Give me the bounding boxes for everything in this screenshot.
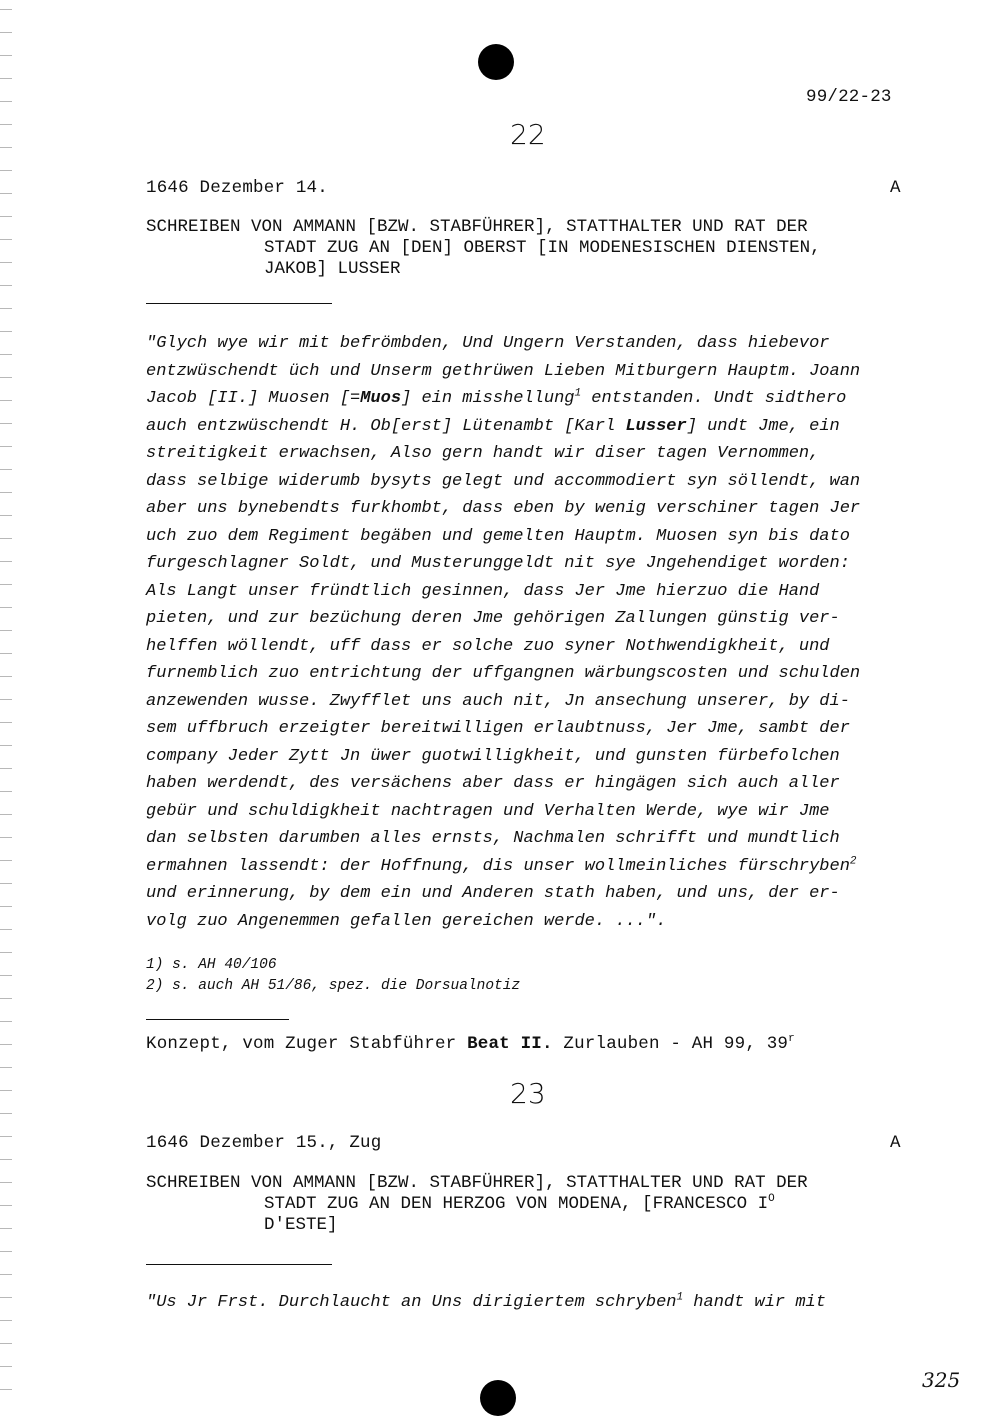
doc22-body-line: streitigkeit erwachsen, Also gern handt wir diser tagen Vernommen,	[146, 444, 820, 463]
doc23-title	[146, 1173, 808, 1236]
doc22-body-line: furgeschlagner Soldt, und Musterunggeldt nit sye Jngehendiget worden:	[146, 554, 850, 573]
doc23-letter: A	[890, 1133, 901, 1153]
doc22-body-line: ermahnen lassendt: der Hoffnung, dis unser wollmeinliches fürschryben$^2$	[146, 854, 857, 876]
punch-hole-top	[478, 44, 514, 80]
handwritten-folio-note: 325	[922, 1368, 961, 1392]
doc22-source-note: Konzept, vom Zuger Stabführer Beat II. Zurlauben - AH 99, 39$^r$	[146, 1033, 795, 1054]
doc23-title-line: STADT ZUG AN DEN HERZOG VON MODENA, [FRANCESCO $I^O$	[264, 1193, 775, 1214]
doc22-title-line: STADT ZUG AN [DEN] OBERST [IN MODENESISCHEN DIENSTEN,	[264, 238, 821, 258]
doc22-body-line: und erinnerung, by dem ein und Anderen stath haben, und uns, der er-	[146, 884, 840, 903]
footnote: 1) s. AH 40/106	[146, 957, 277, 973]
doc22-body-line: "Glych wye wir mit befrömbden, Und Ungern Verstanden, dass hiebevor	[146, 334, 830, 353]
doc22-body-line: volg zuo Angenemmen gefallen gereichen werde. ...".	[146, 911, 667, 931]
doc22-body-line: company Jeder Zytt Jn üwer guotwilligkheit, und gunsten fürbefolchen	[146, 746, 840, 766]
doc23-body-line: "Us Jr Frst. Durchlaucht an Uns dirigiertem schryben$^1$ handt wir mit	[146, 1291, 826, 1312]
doc23-date: 1646 Dezember 15., Zug	[146, 1133, 382, 1153]
doc22-body	[146, 330, 906, 935]
doc22-title	[146, 217, 821, 280]
doc22-body-line: Als Langt unser fründtlich gesinnen, dass Jer Jme hierzuo die Hand	[146, 581, 820, 601]
footnote: 2) s. auch AH 51/86, spez. die Dorsualnotiz	[146, 978, 521, 994]
doc22-body-line: sem uffbruch erzeigter bereitwilligen erlaubtnuss, Jer Jme, sambt der	[146, 719, 850, 738]
doc22-body-line: auch entzwüschendt H. Ob[erst] Lütenambt [Karl Lusser] undt Jme, ein	[146, 416, 840, 436]
doc22-letter: A	[890, 178, 901, 198]
file-reference: 99/22-23	[806, 87, 892, 107]
doc22-body-line: aber uns bynebendts furkhombt, dass eben by wenig verschiner tagen Jer	[146, 499, 861, 518]
document-number-22: 22	[510, 118, 546, 151]
doc22-title-line: JAKOB] LUSSER	[264, 259, 401, 279]
doc22-body-line: furnemblich zuo entrichtung der uffgangnen wärbungscosten und schulden	[146, 664, 861, 683]
scan-edge-marks	[0, 0, 12, 1411]
doc22-body-line: pieten, und zur bezüchung deren Jme gehörigen Zallungen günstig ver-	[146, 609, 840, 628]
doc22-body-line: dass selbige widerumb bysyts gelegt und accommodiert syn söllendt, wan	[146, 471, 861, 491]
doc23-title-line: D'ESTE]	[264, 1215, 338, 1235]
divider-rule	[146, 1019, 289, 1020]
document-number-23: 23	[510, 1077, 546, 1110]
doc22-body-line: haben werdendt, des versächens aber dass er hingägen sich auch aller	[146, 774, 840, 793]
doc22-body-line: anzewenden wusse. Zwyfflet uns auch nit, Jn ansechung unserer, by di-	[146, 691, 850, 711]
doc22-body-line: entzwüschendt üch und Unserm gethrüwen Lieben Mitburgern Hauptm. Joann	[146, 361, 861, 381]
doc22-title-line: SCHREIBEN VON AMMANN [BZW. STABFÜHRER], STATTHALTER UND RAT DER	[146, 217, 808, 237]
doc23-body	[146, 1289, 906, 1317]
doc22-body-line: Jacob [II.] Muosen [=Muos] ein misshellung$^1$ entstanden. Undt sidthero	[146, 387, 847, 408]
doc23-title-line: SCHREIBEN VON AMMANN [BZW. STABFÜHRER], STATTHALTER UND RAT DER	[146, 1173, 808, 1193]
doc22-body-line: uch zuo dem Regiment begäben und gemelten Hauptm. Muosen syn bis dato	[146, 526, 850, 546]
doc22-body-line: gebür und schuldigkheit nachtragen und Verhalten Werde, wye wir Jme	[146, 801, 830, 821]
divider-rule	[146, 303, 332, 304]
divider-rule	[146, 1264, 332, 1265]
doc22-body-line: helffen wöllendt, uff dass er solche zuo syner Nothwendigkheit, und	[146, 636, 830, 656]
doc22-body-line: dan selbsten darumben alles ernsts, Nachmalen schrifft und mundtlich	[146, 829, 840, 848]
doc22-date: 1646 Dezember 14.	[146, 178, 328, 198]
